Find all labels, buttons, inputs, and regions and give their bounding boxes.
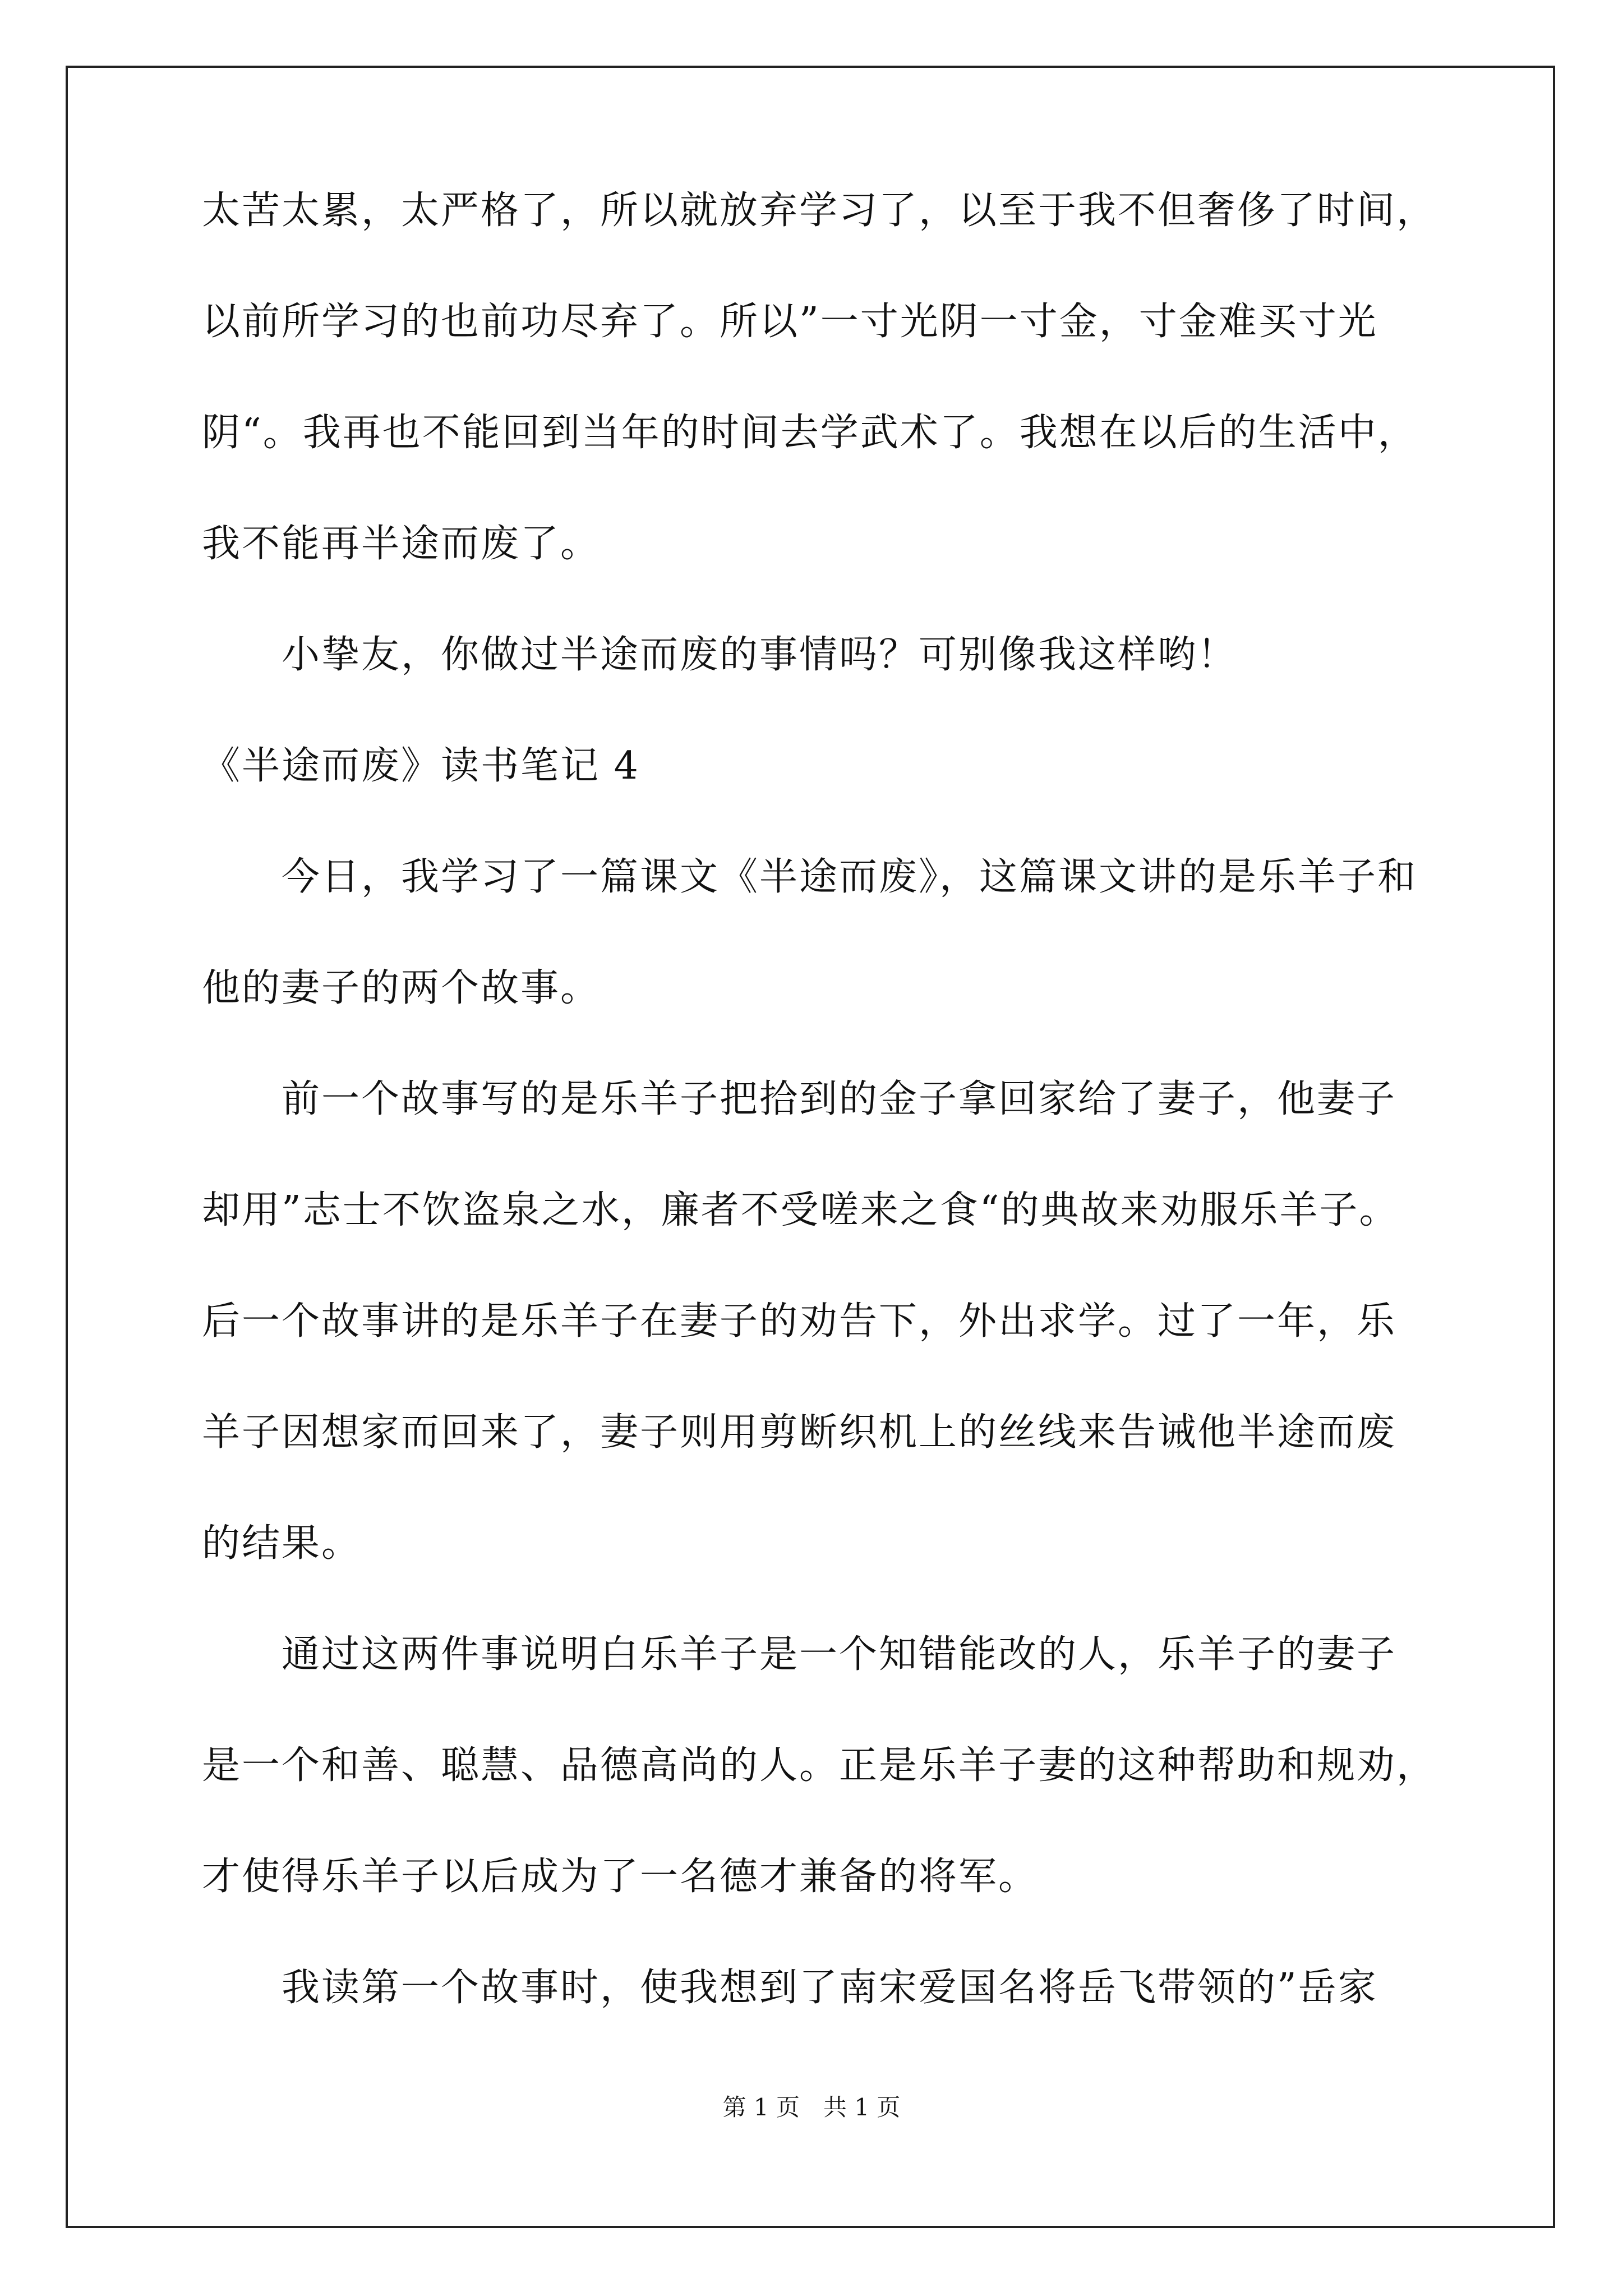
text-line: 是一个和善、聪慧、品德高尚的人。正是乐羊子妻的这种帮助和规劝， [202,1743,1437,1788]
text-line: 才使得乐羊子以后成为了一名德才兼备的将军。 [202,1855,1039,1899]
text-line: 前一个故事写的是乐羊子把拾到的金子拿回家给了妻子，他妻子 [202,1077,1397,1121]
page-border [66,66,1555,2228]
text-line: 通过这两件事说明白乐羊子是一个知错能改的人，乐羊子的妻子 [202,1632,1397,1677]
text-line: 以前所学习的也前功尽弃了。所以”一寸光阴一寸金，寸金难买寸光 [202,300,1378,344]
text-line: 今日，我学习了一篇课文《半途而废》，这篇课文讲的是乐羊子和 [202,855,1418,899]
text-line: 后一个故事讲的是乐羊子在妻子的劝告下，外出求学。过了一年，乐 [202,1299,1397,1343]
text-line: 他的妻子的两个故事。 [202,966,601,1010]
text-line: 羊子因想家而回来了，妻子则用剪断织机上的丝线来告诫他半途而废 [202,1410,1397,1455]
text-line: 我不能再半途而废了。 [202,522,601,566]
page-number-footer: 第 1 页 共 1 页 [722,2093,901,2121]
text-line: 太苦太累，太严格了，所以就放弃学习了，以至于我不但奢侈了时间， [202,188,1437,233]
text-line: 阴“。我再也不能回到当年的时间去学武术了。我想在以后的生活中， [202,411,1418,455]
text-line: 却用”志士不饮盗泉之水，廉者不受嗟来之食“的典故来劝服乐羊子。 [202,1188,1399,1232]
text-line: 的结果。 [202,1521,362,1566]
text-line: 小挚友，你做过半途而废的事情吗？可别像我这样哟！ [202,633,1238,677]
section-heading: 《半途而废》读书笔记 4 [202,744,640,788]
text-line: 我读第一个故事时，使我想到了南宋爱国名将岳飞带领的”岳家 [202,1966,1378,2010]
